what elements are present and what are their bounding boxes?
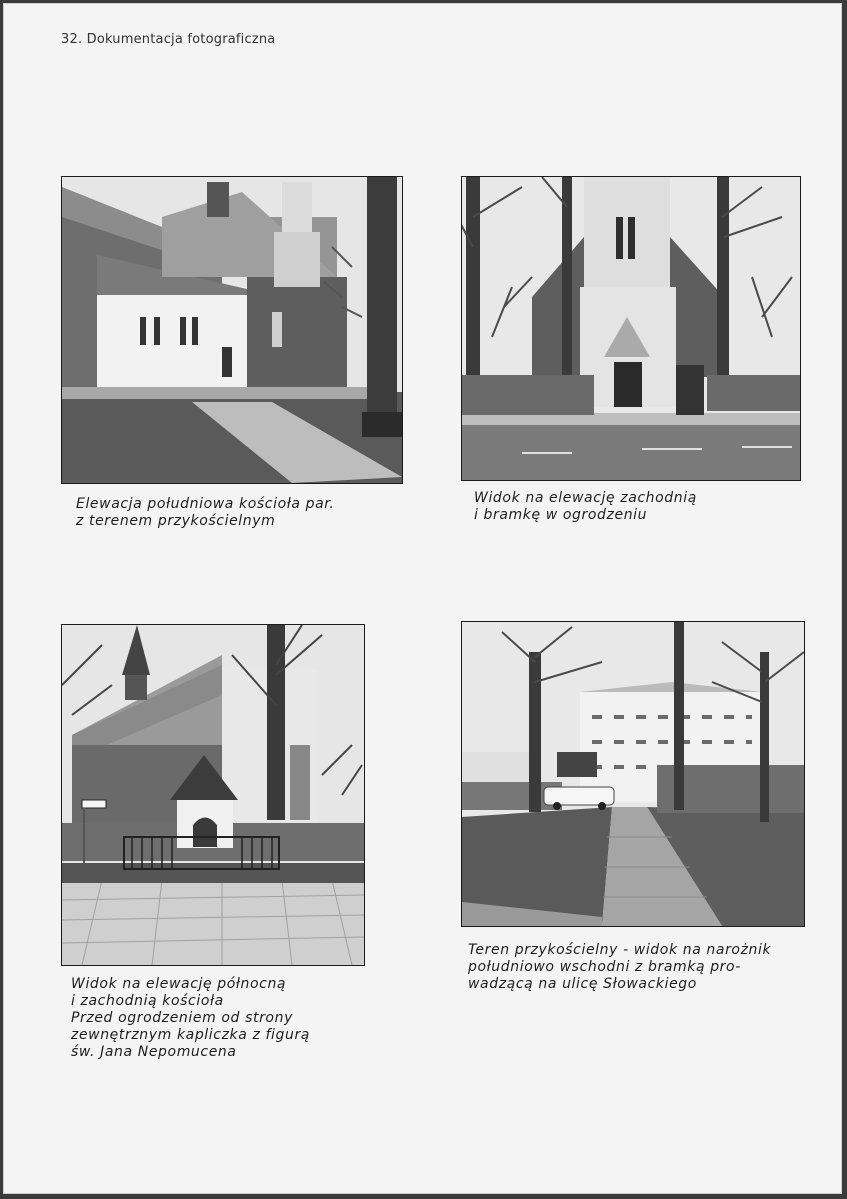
- caption-line: zewnętrznym kapliczka z figurą: [71, 1027, 310, 1043]
- caption-line: wadzącą na ulicę Słowackiego: [468, 976, 697, 992]
- caption-church-west-tower: [474, 490, 697, 524]
- caption-line: Widok na elewację północną: [71, 976, 287, 992]
- caption-line: Elewacja południowa kościoła par.: [76, 496, 335, 512]
- photo-chapel-and-church: [61, 624, 365, 966]
- caption-line: południowo wschodni z bramką pro-: [468, 959, 741, 975]
- photo-church-south-elevation: [61, 176, 403, 484]
- caption-line: św. Jana Nepomucena: [71, 1044, 237, 1060]
- caption-line: Teren przykościelny - widok na narożnik: [468, 942, 772, 958]
- document-page: [3, 3, 842, 1194]
- caption-line: i zachodnią kościoła: [71, 993, 224, 1009]
- caption-church-south-elevation: [76, 496, 334, 530]
- photo-churchyard-corner: [461, 621, 805, 927]
- caption-line: i bramkę w ogrodzeniu: [474, 507, 648, 523]
- photo-church-west-tower: [461, 176, 801, 481]
- caption-line: Widok na elewację zachodnią: [474, 490, 697, 506]
- caption-chapel-and-church: [71, 976, 310, 1061]
- caption-churchyard-corner: [468, 942, 771, 993]
- caption-line: z terenem przykościelnym: [76, 513, 276, 529]
- page-header: 32. Dokumentacja fotograficzna: [61, 32, 276, 47]
- caption-line: Przed ogrodzeniem od strony: [71, 1010, 293, 1026]
- photo-image: [462, 177, 800, 480]
- photo-image: [62, 177, 402, 483]
- photo-image: [62, 625, 364, 965]
- photo-image: [462, 622, 804, 926]
